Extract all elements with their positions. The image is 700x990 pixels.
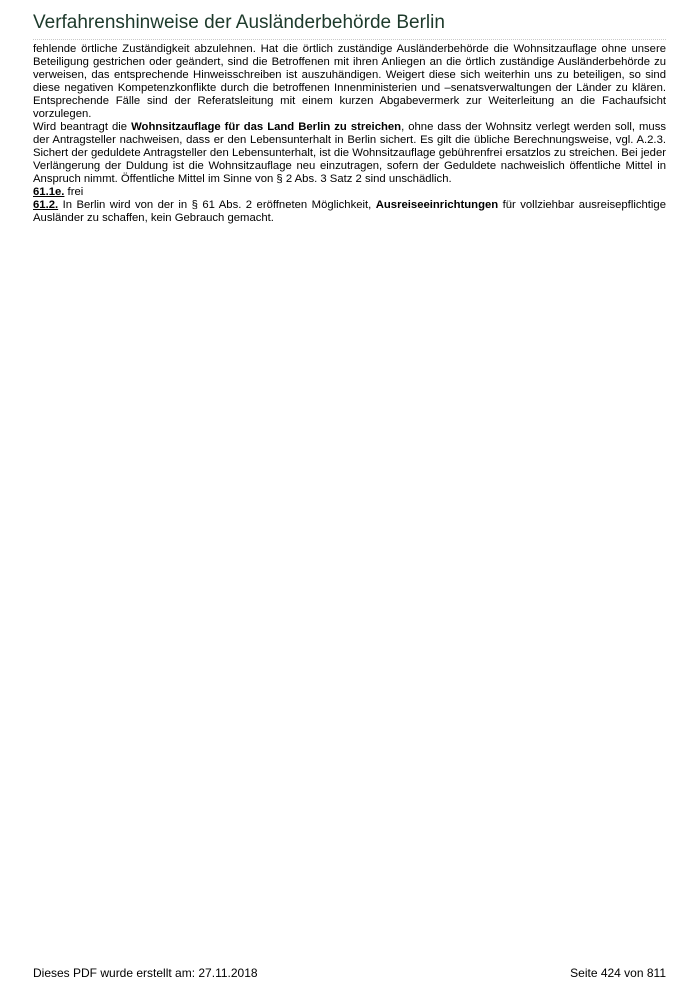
section-text: frei	[64, 186, 84, 198]
bold-term-ausreiseeinrichtungen: Ausreiseeinrichtungen	[375, 199, 499, 211]
section-text: In Berlin wird von der in § 61 Abs. 2 eröffneten Möglichkeit,	[58, 199, 376, 211]
document-body	[33, 43, 666, 225]
section-text: für vollziehbar ausreisepflichtige Ausländer zu schaffen, kein Gebrauch gemacht.	[33, 199, 666, 224]
footer-page-number: Seite 424 von 811	[570, 966, 666, 980]
page-footer	[33, 966, 666, 980]
paragraph-competence-conflict: fehlende örtliche Zuständigkeit abzulehnen. Hat die örtlich zuständige Ausländerbehörde die Wohnsitzauflage ohne unsere Beteiligung gestrichen oder geändert, sind die Betroffenen mit ihren Anliegen an die örtlich zuständige Ausländerbehörde zu verweisen, das entsprechende Hinweisschreiben ist auszuhändigen. Weigert diese sich weiterhin uns zu beteiligen, so sind diese negativen Kompetenzkonflikte durch die betroffenen Innenministerien und –senatsverwaltungen der Länder zu klären. Entsprechende Fälle sind der Referatsleitung mit einem kurzen Abgabevermerk zur Weiterleitung an die Fachaufsicht vorzulegen.	[33, 43, 666, 120]
section-number-61-1e: 61.1e.	[33, 186, 65, 198]
section-number-61-2: 61.2.	[33, 199, 59, 211]
section-61-2	[33, 199, 666, 225]
paragraph-wohnsitzauflage	[33, 121, 666, 186]
section-61-1e	[33, 186, 666, 199]
paragraph-text: , ohne dass der Wohnsitz verlegt werden soll, muss der Antragsteller nachweisen, dass er den Lebensunterhalt in Berlin sichert. Es gilt die übliche Berechnungsweise, vgl. A.2.3. Sichert der geduldete Antragsteller den Lebensunterhalt, ist die Wohnsitzauflage gebührenfrei ersatzlos zu streichen. Bei jeder Verlängerung der Duldung ist die Wohnsitzauflage neu einzutragen, sofern der Geduldete nachweislich öffentliche Mittel in Anspruch nimmt. Öffentliche Mittel im Sinne von § 2 Abs. 3 Satz 2 sind unschädlich.	[33, 121, 666, 185]
paragraph-text: Wird beantragt die	[33, 121, 132, 133]
bold-term-wohnsitzauflage: Wohnsitzauflage für das Land Berlin zu streichen	[131, 121, 402, 133]
page-header-title: Verfahrenshinweise der Ausländerbehörde Berlin	[33, 12, 666, 40]
footer-created-date: Dieses PDF wurde erstellt am: 27.11.2018	[33, 966, 258, 980]
